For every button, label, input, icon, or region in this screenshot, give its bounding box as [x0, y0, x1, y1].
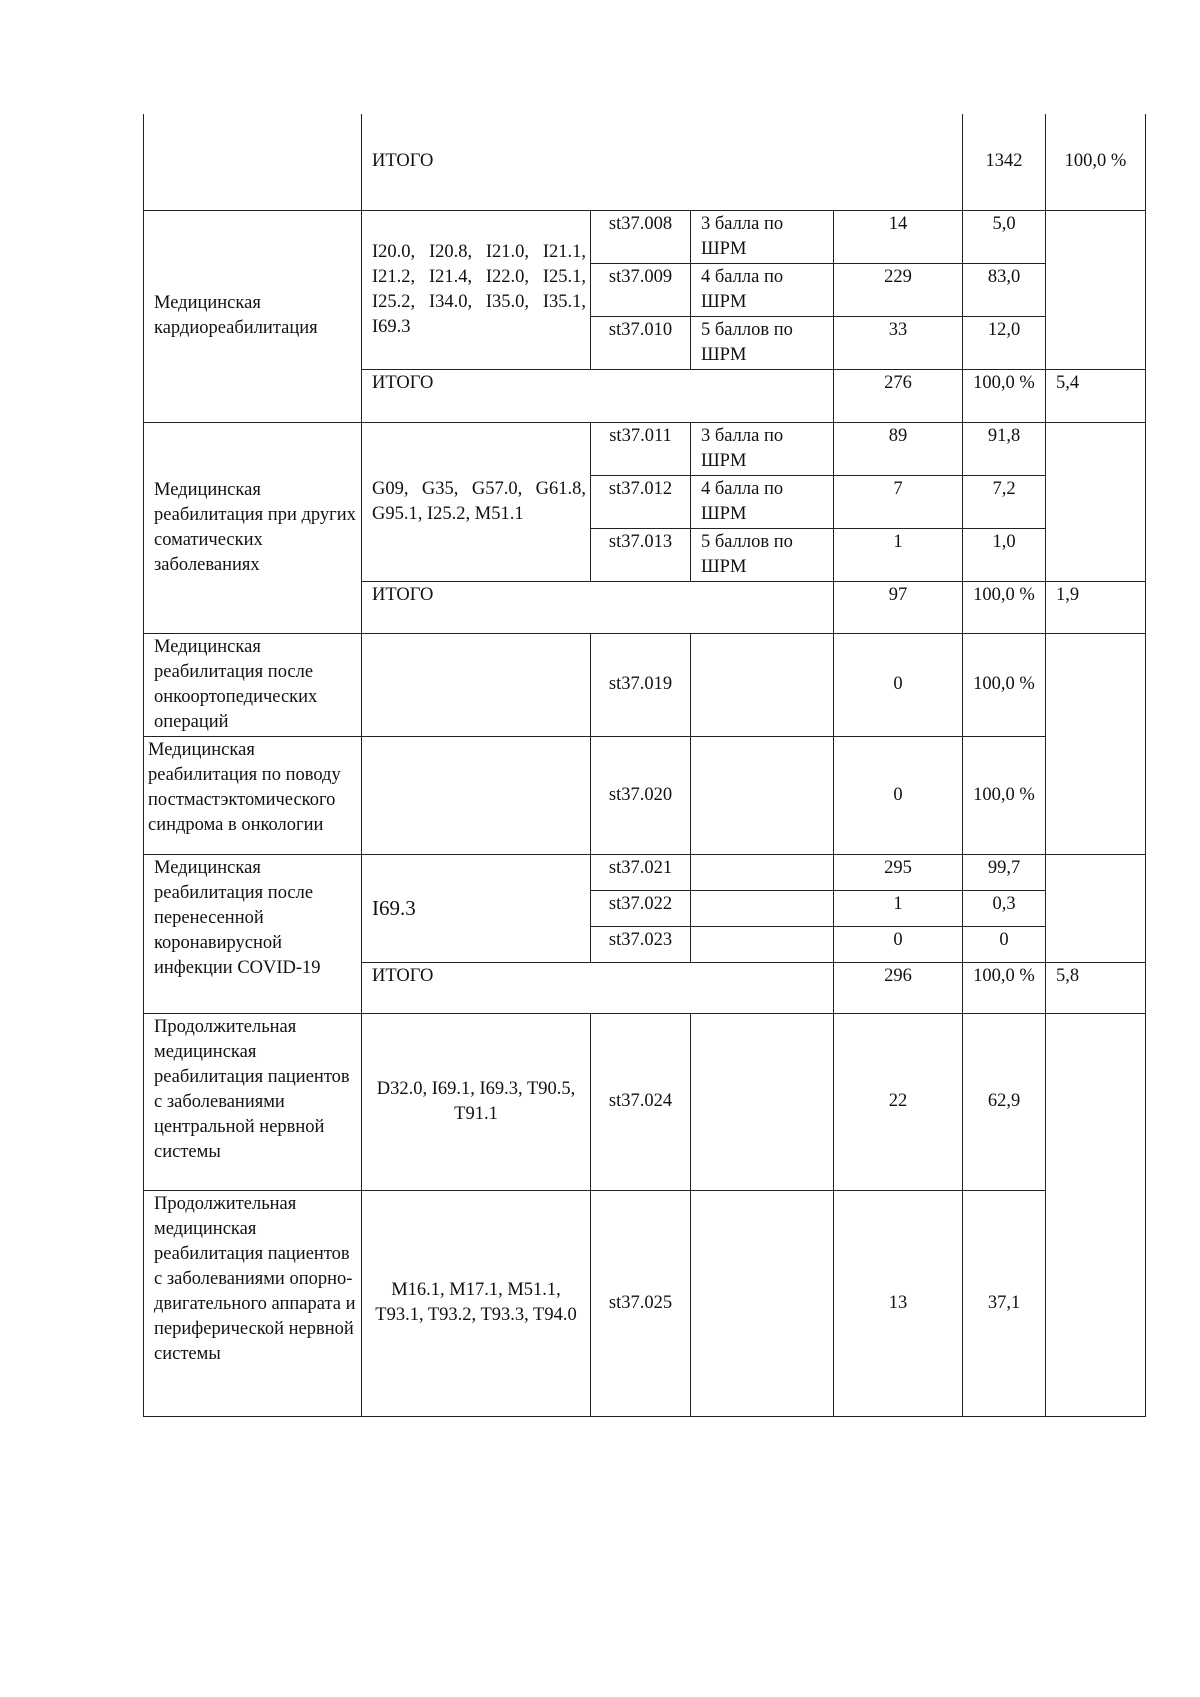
ksg-code: st37.023: [591, 926, 691, 962]
total-label: ИТОГО: [362, 962, 834, 1013]
ksg-code: st37.008: [591, 210, 691, 263]
table-row: [144, 210, 1146, 263]
table-row: [144, 736, 1146, 854]
total-count: 296: [834, 962, 963, 1013]
ksg-code: st37.025: [591, 1190, 691, 1416]
percent: 5,0: [963, 210, 1046, 263]
ksg-code: st37.021: [591, 854, 691, 890]
total-percent: 100,0 %: [1046, 114, 1146, 210]
count: 0: [834, 736, 963, 854]
total-share: 5,8: [1046, 962, 1146, 1013]
criterion: 3 балла по ШРМ: [691, 422, 834, 475]
count: 1: [834, 890, 963, 926]
diagnosis-codes-cell: I20.0, I20.8, I21.0, I21.1, I21.2, I21.4, I22.0, I25.1, I25.2, I34.0, I35.0, I35.1, I69.3: [362, 210, 591, 369]
criterion: 4 балла по ШРМ: [691, 263, 834, 316]
criterion: [691, 1013, 834, 1190]
profile-cell: Медицинская реабилитация после онкоортопедических операций: [144, 633, 362, 736]
diagnosis-codes-cell: [362, 633, 591, 736]
profile-cell: Продолжительная медицинская реабилитация пациентов с заболеваниями опорно-двигательного аппарата и периферической нервной системы: [144, 1190, 362, 1416]
percent: 12,0: [963, 316, 1046, 369]
percent: 1,0: [963, 528, 1046, 581]
share-cell: [1046, 633, 1146, 854]
criterion: [691, 633, 834, 736]
count: 229: [834, 263, 963, 316]
share-cell: [1046, 1013, 1146, 1416]
percent: 91,8: [963, 422, 1046, 475]
count: 89: [834, 422, 963, 475]
percent: 83,0: [963, 263, 1046, 316]
total-label: ИТОГО: [362, 581, 834, 633]
count: 1: [834, 528, 963, 581]
total-percent: 100,0 %: [963, 369, 1046, 422]
table-row: [144, 114, 1146, 210]
ksg-code: st37.011: [591, 422, 691, 475]
percent: 0,3: [963, 890, 1046, 926]
ksg-code: st37.012: [591, 475, 691, 528]
ksg-code: st37.020: [591, 736, 691, 854]
criterion: 3 балла по ШРМ: [691, 210, 834, 263]
table-row: [144, 1013, 1146, 1190]
count: 13: [834, 1190, 963, 1416]
criterion: [691, 736, 834, 854]
table-row: [144, 854, 1146, 890]
share-cell: [1046, 422, 1146, 581]
profile-cell: Медицинская реабилитация после перенесенной коронавирусной инфекции COVID-19: [144, 854, 362, 1013]
total-count: 97: [834, 581, 963, 633]
count: 0: [834, 926, 963, 962]
total-count: 1342: [963, 114, 1046, 210]
diagnosis-codes-cell: D32.0, I69.1, I69.3, T90.5, T91.1: [362, 1013, 591, 1190]
count: 0: [834, 633, 963, 736]
share-cell: [1046, 854, 1146, 962]
total-label: ИТОГО: [362, 369, 834, 422]
total-share: 5,4: [1046, 369, 1146, 422]
percent: 7,2: [963, 475, 1046, 528]
criterion: 5 баллов по ШРМ: [691, 528, 834, 581]
criterion: [691, 854, 834, 890]
ksg-code: st37.022: [591, 890, 691, 926]
profile-cell: Продолжительная медицинская реабилитация пациентов с заболеваниями центральной нервной системы: [144, 1013, 362, 1190]
percent: 99,7: [963, 854, 1046, 890]
criterion: [691, 890, 834, 926]
diagnosis-codes-cell: G09, G35, G57.0, G61.8, G95.1, I25.2, M51.1: [362, 422, 591, 581]
total-percent: 100,0 %: [963, 962, 1046, 1013]
table-row: [144, 633, 1146, 736]
diagnosis-codes-cell: I69.3: [362, 854, 591, 962]
ksg-code: st37.019: [591, 633, 691, 736]
count: 22: [834, 1013, 963, 1190]
criterion: [691, 926, 834, 962]
ksg-code: st37.013: [591, 528, 691, 581]
count: 33: [834, 316, 963, 369]
rehabilitation-table: [143, 114, 1146, 1417]
profile-cell: Медицинская реабилитация по поводу постмастэктомического синдрома в онкологии: [144, 736, 362, 854]
criterion: [691, 1190, 834, 1416]
criterion: 5 баллов по ШРМ: [691, 316, 834, 369]
total-share: 1,9: [1046, 581, 1146, 633]
total-percent: 100,0 %: [963, 581, 1046, 633]
count: 295: [834, 854, 963, 890]
table-row: [144, 1190, 1146, 1416]
criterion: 4 балла по ШРМ: [691, 475, 834, 528]
profile-cell: [144, 114, 362, 210]
table-row: [144, 422, 1146, 475]
percent: 0: [963, 926, 1046, 962]
percent: 100,0 %: [963, 633, 1046, 736]
ksg-code: st37.024: [591, 1013, 691, 1190]
ksg-code: st37.010: [591, 316, 691, 369]
diagnosis-codes-cell: [362, 736, 591, 854]
diagnosis-codes-cell: M16.1, M17.1, M51.1, T93.1, T93.2, T93.3, T94.0: [362, 1190, 591, 1416]
count: 14: [834, 210, 963, 263]
count: 7: [834, 475, 963, 528]
percent: 37,1: [963, 1190, 1046, 1416]
percent: 100,0 %: [963, 736, 1046, 854]
profile-cell: Медицинская кардиореабилитация: [144, 210, 362, 422]
total-label: ИТОГО: [362, 114, 963, 210]
ksg-code: st37.009: [591, 263, 691, 316]
share-cell: [1046, 210, 1146, 369]
total-count: 276: [834, 369, 963, 422]
percent: 62,9: [963, 1013, 1046, 1190]
profile-cell: Медицинская реабилитация при других соматических заболеваниях: [144, 422, 362, 633]
